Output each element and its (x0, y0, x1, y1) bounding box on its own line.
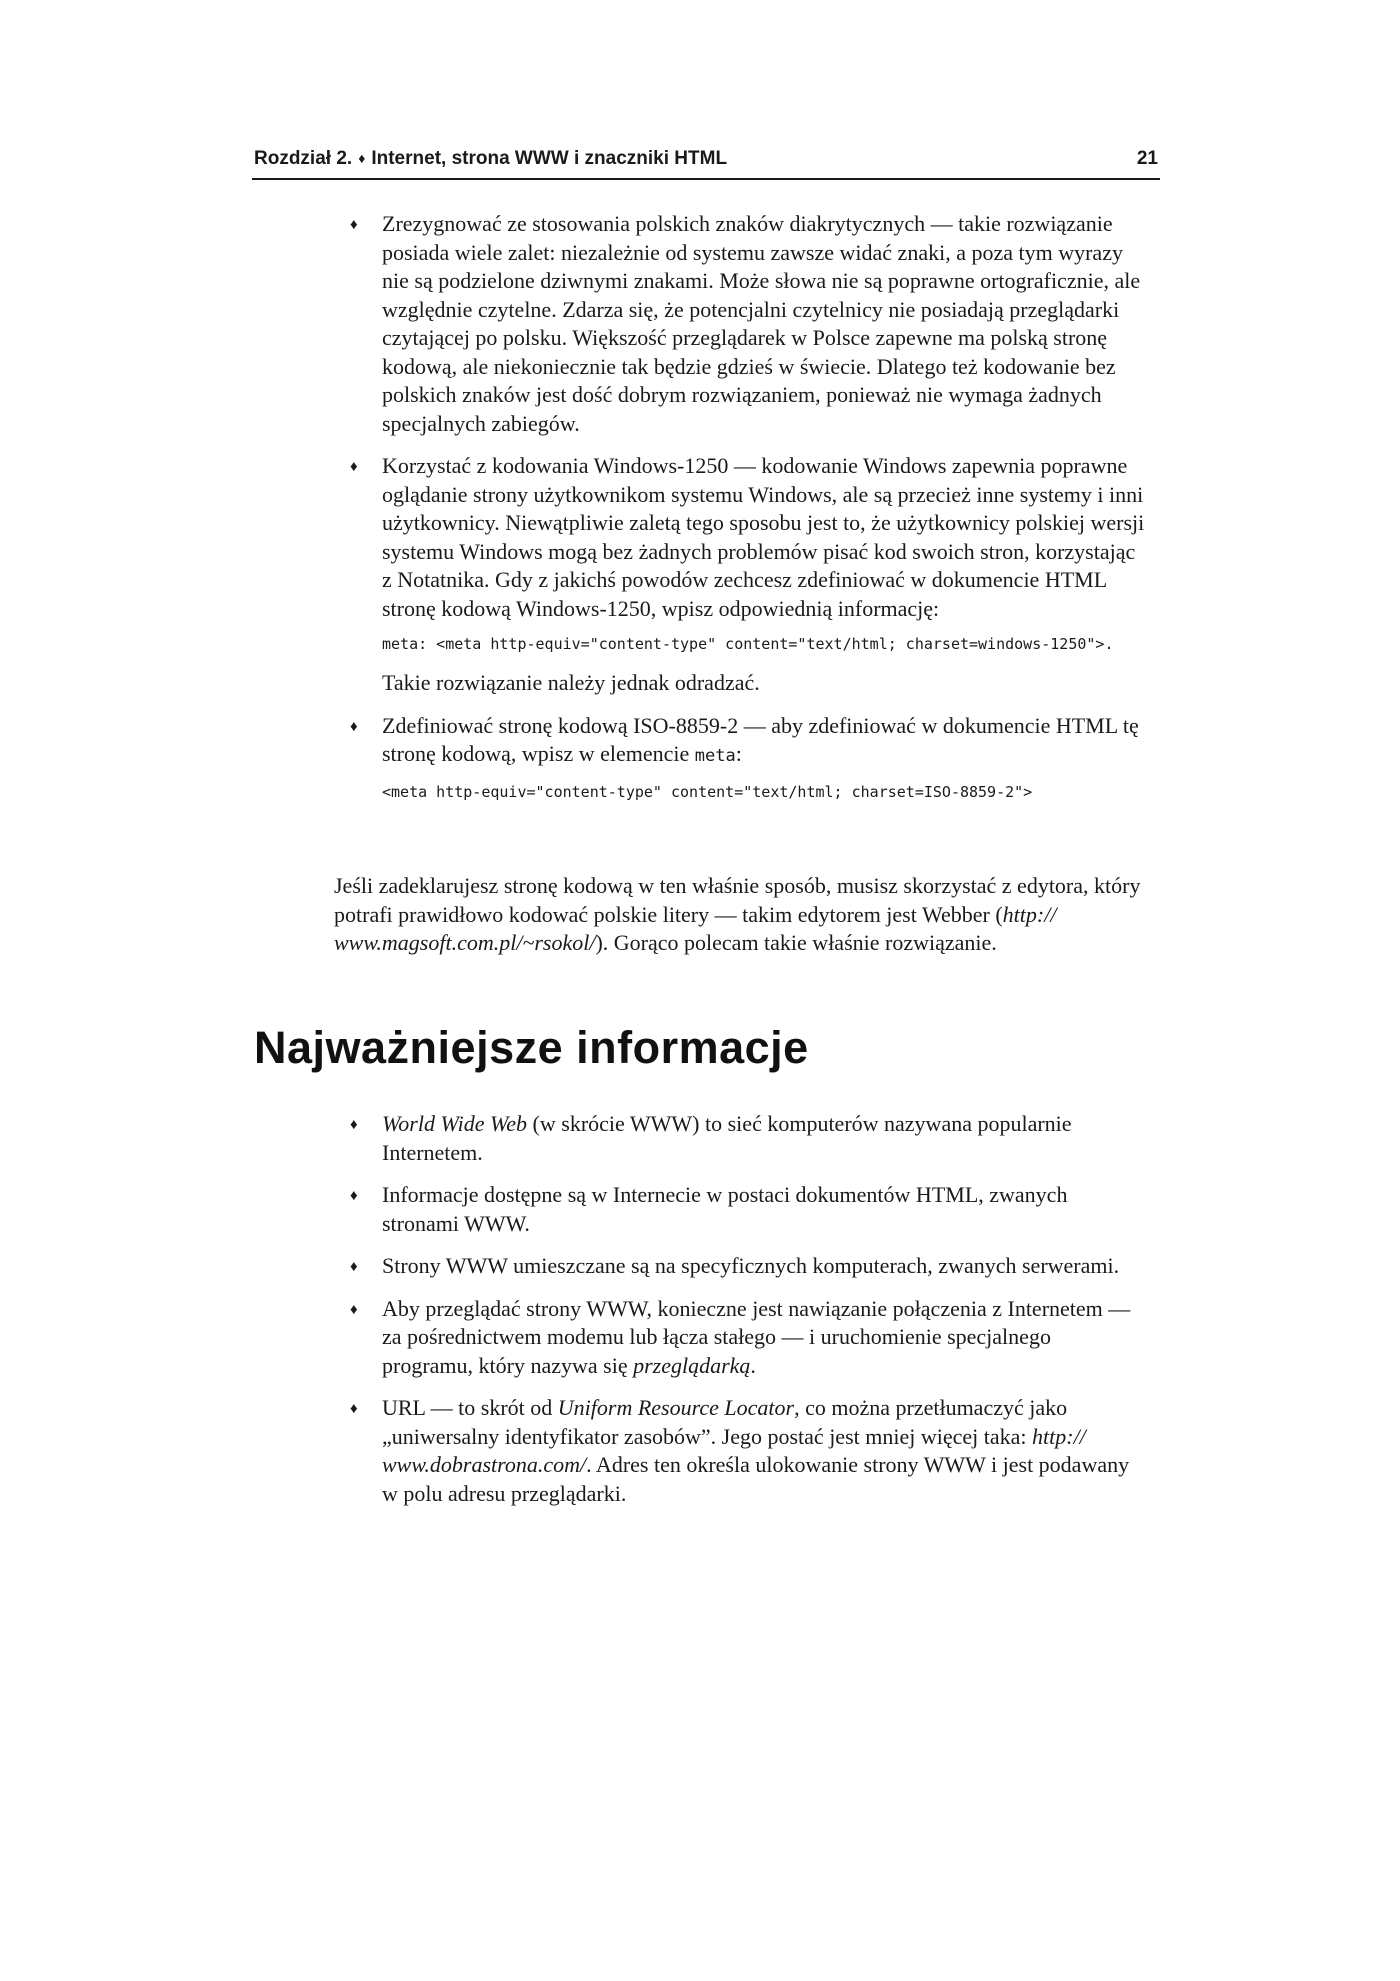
list-item-link: http:// www.dobrastrona.com/ (382, 1423, 1086, 1477)
list-item (334, 1394, 1146, 1508)
running-header (252, 148, 1160, 180)
list-item-text-end: : (735, 741, 742, 766)
diamond-bullet-icon: ♦ (350, 217, 358, 233)
header-diamond-icon: ♦ (358, 150, 366, 166)
list-item-text: Strony WWW umieszczane są na specyficznych komputerach, zwanych serwerami. (382, 1253, 1120, 1278)
list-item (334, 712, 1146, 803)
paragraph-text-end: ). Gorąco polecam takie właśnie rozwiązanie. (595, 930, 997, 955)
body-paragraph (334, 872, 1164, 958)
diamond-bullet-icon: ♦ (350, 1301, 358, 1318)
diamond-bullet-icon: ♦ (350, 459, 358, 475)
diamond-bullet-icon: ♦ (350, 1117, 358, 1133)
list-item-text: Informacje dostępne są w Internecie w postaci dokumentów HTML, zwanych stronami WWW. (382, 1182, 1068, 1236)
list-item-italic: World Wide Web (382, 1111, 528, 1136)
list-item-note: Takie rozwiązanie należy jednak odradzać. (382, 670, 760, 695)
paragraph-link: http:// www.magsoft.com.pl/~rsokol/ (334, 901, 1057, 955)
code-sample: <meta http-equiv="content-type" content="text/html; charset=ISO-8859-2"> (382, 782, 1033, 801)
header-chapter: Rozdział 2. (254, 148, 353, 169)
list-item (334, 452, 1146, 698)
diamond-bullet-icon: ♦ (350, 718, 358, 735)
list-item-italic: Uniform Resource Locator (557, 1395, 795, 1420)
header-chapter-title: Internet, strona WWW i znaczniki HTML (371, 148, 728, 169)
list-item-text-end: . Adres ten określa ulokowanie strony WWW i jest podawany w polu adresu przeglądarki. (382, 1452, 1130, 1506)
paragraph-text: Jeśli zadeklarujesz stronę kodową w ten właśnie sposób, musisz skorzystać z edytora, który potrafi prawidłowo kodować polskie litery — takim edytorem jest Webber ( (334, 873, 1141, 927)
list-item-text: URL — to skrót od (382, 1395, 558, 1420)
list-item (334, 1110, 1146, 1167)
section-heading: Najważniejsze informacje (254, 1022, 809, 1073)
top-bullet-list (334, 210, 1146, 803)
list-item (334, 210, 1146, 438)
list-item-text: , co można przetłumaczyć jako „uniwersalny identyfikator zasobów”. Jego postać jest mniej więcej taka: (382, 1395, 1068, 1449)
list-item (334, 1252, 1146, 1281)
list-item-text: Zdefiniować stronę kodową ISO-8859-2 — aby zdefiniować w dokumencie HTML tę stronę kodową, wpisz w elemencie (382, 712, 1139, 766)
page-number: 21 (1136, 148, 1158, 169)
inline-code: meta (694, 746, 736, 766)
header-left (254, 148, 727, 170)
summary-bullet-list (334, 1110, 1146, 1508)
code-sample: meta: <meta http-equiv="content-type" content="text/html; charset=windows-1250">. (382, 635, 1114, 653)
list-item-text: Korzystać z kodowania Windows-1250 — kodowanie Windows zapewnia poprawne oglądanie strony użytkownikom systemu Windows, ale są przecież inne systemy i inni użytkownicy. Niewątpliwie zaletą tego sposobu jest to, że użytkownicy polskiej wersji systemu Windows mogą bez żadnych problemów pisać kod swoich stron, korzystając z Notatnika. Gdy z jakichś powodów zechcesz zdefiniować w dokumencie HTML stronę kodową Windows-1250, wpisz odpowiednią informację: (382, 453, 1145, 621)
list-item (334, 1295, 1146, 1381)
top-bullets-block (334, 210, 1146, 817)
list-item-text: Aby przeglądać strony WWW, konieczne jest nawiązanie połączenia z Internetem — za pośrednictwem modemu lub łącza stałego — i uruchomienie specjalnego programu, który nazywa się (382, 1295, 1131, 1378)
diamond-bullet-icon: ♦ (350, 1401, 358, 1417)
list-item-text-end: . (750, 1352, 756, 1378)
diamond-bullet-icon: ♦ (350, 1259, 358, 1275)
diamond-bullet-icon: ♦ (350, 1188, 358, 1204)
list-item-italic: przeglądarką (633, 1352, 751, 1378)
summary-bullets-block (334, 1110, 1146, 1522)
list-item-text: Zrezygnować ze stosowania polskich znaków diakrytycznych — takie rozwiązanie posiada wiele zalet: niezależnie od systemu zawsze widać znaki, a poza tym wyrazy nie są podzielone dziwnymi znakami. Może słowa nie są poprawne ortograficznie, ale względnie czytelne. Zdarza się, że potencjalni czytelnicy nie posiadają przeglądarki czytającej po polsku. Większość przeglądarek w Polsce zapewne ma polską stronę kodową, ale niekoniecznie tak będzie gdzieś w świecie. Dlatego też kodowanie bez polskich znaków jest dość dobrym rozwiązaniem, ponieważ nie wymaga żadnych specjalnych zabiegów. (382, 211, 1141, 436)
list-item (334, 1181, 1146, 1238)
list-item-text: (w skrócie WWW) to sieć komputerów nazywana popularnie Internetem. (382, 1111, 1072, 1165)
